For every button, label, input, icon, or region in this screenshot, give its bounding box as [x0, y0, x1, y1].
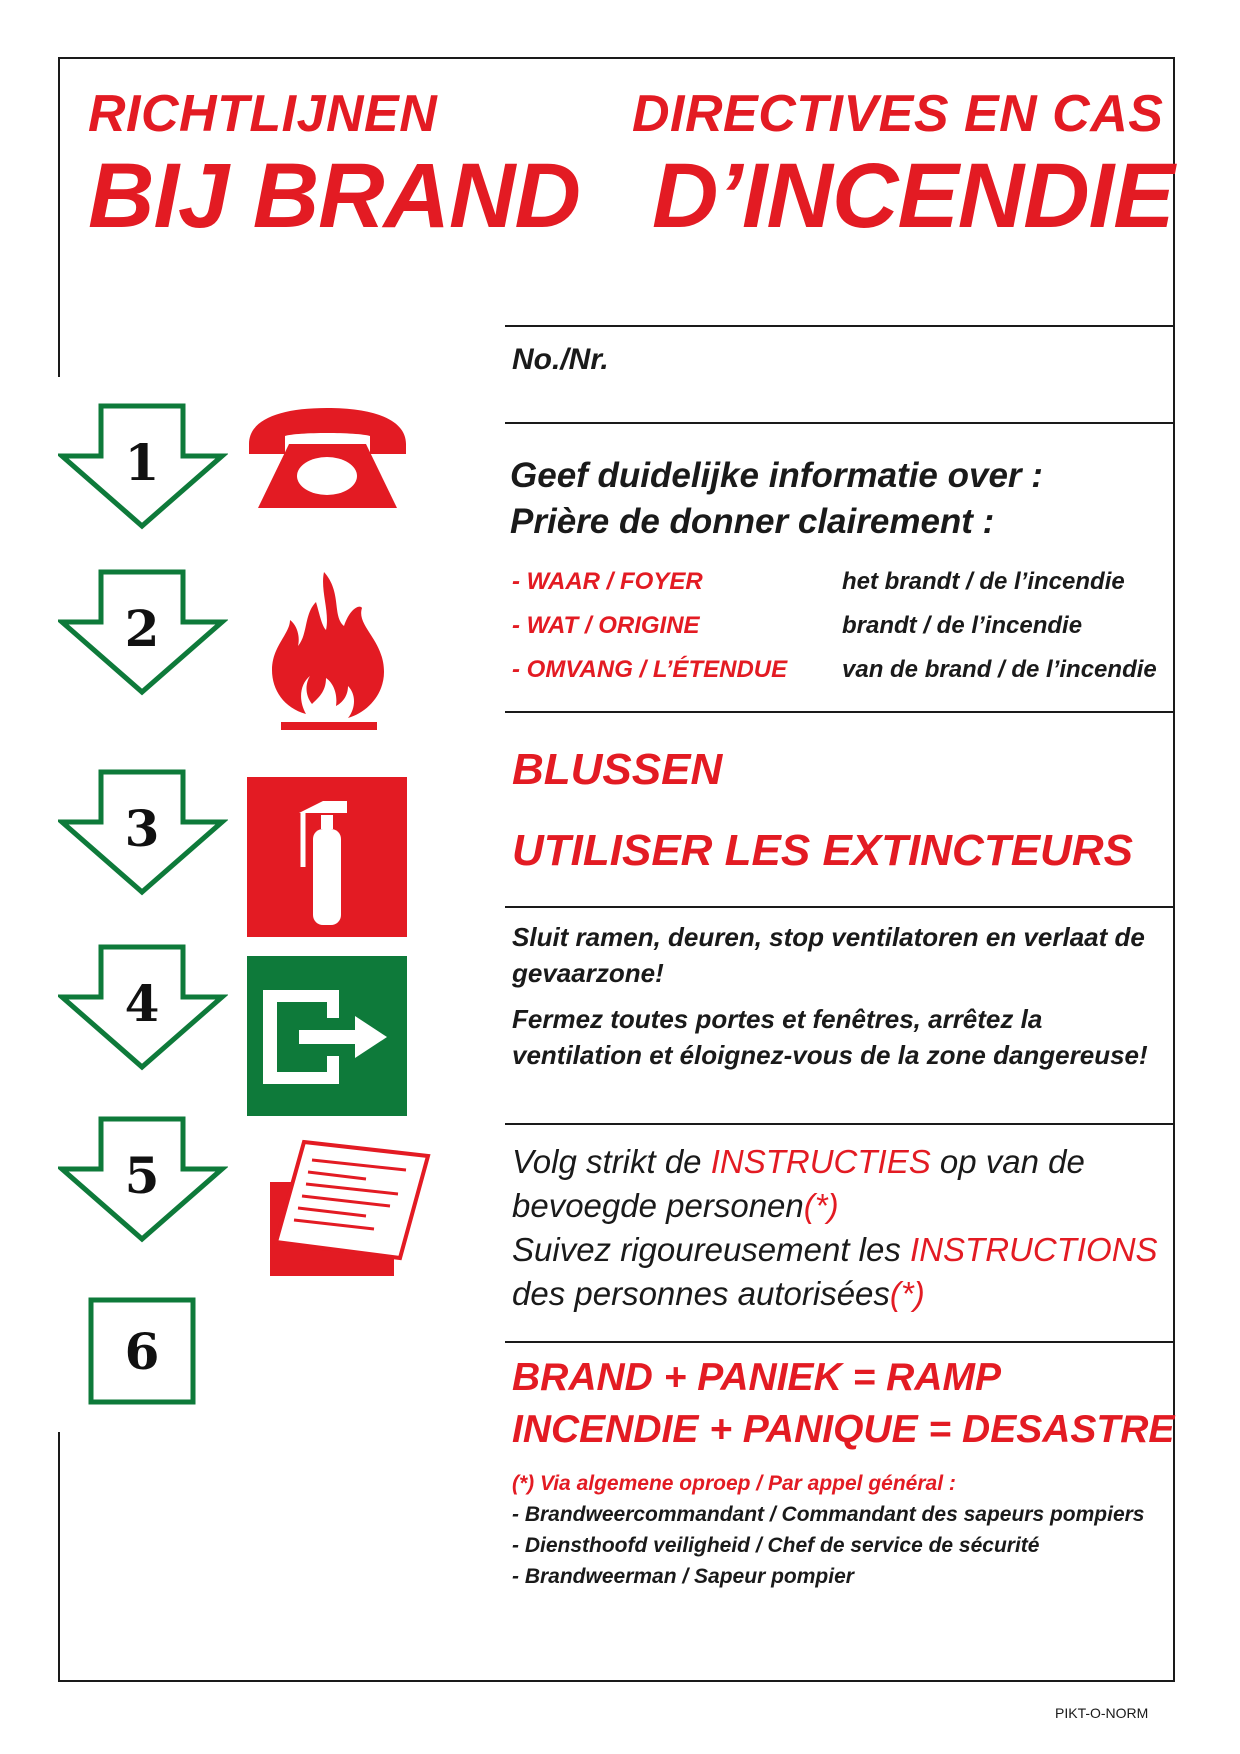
divider-2: [505, 422, 1175, 424]
fire-extinguisher-icon: [247, 777, 407, 937]
instructions-document-icon: [264, 1130, 434, 1280]
frame-top: [58, 57, 1175, 59]
step-arrow-1: [58, 402, 228, 532]
text-part: Volg strikt de: [512, 1143, 711, 1180]
evacuate-text-fr: Fermez toutes portes et fenêtres, arrêtez la ventilation et éloignez-vous de la zone dangereuse!: [512, 1004, 1148, 1070]
info-item-label: - WAAR / FOYER: [512, 568, 703, 595]
title-fr-line1: DIRECTIVES EN CAS: [632, 85, 1164, 143]
text-part: des personnes autorisées: [512, 1275, 890, 1312]
footnote-intro: (*) Via algemene oproep / Par appel général :: [512, 1472, 956, 1495]
step-arrow-5: [58, 1115, 228, 1245]
divider-6: [505, 1341, 1175, 1343]
title-nl-line2: BIJ BRAND: [88, 145, 580, 247]
evacuate-text-nl: Sluit ramen, deuren, stop ventilatoren en verlaat de gevaarzone!: [512, 922, 1145, 988]
divider-5: [505, 1123, 1175, 1125]
emergency-exit-icon: [247, 956, 407, 1116]
divider-4: [505, 906, 1175, 908]
follow-instructions-fr: [512, 1228, 1167, 1316]
telephone-icon: [245, 404, 410, 512]
extinguish-heading-fr: UTILISER LES EXTINCTEURS: [512, 826, 1133, 875]
footnote-item: - Brandweerman / Sapeur pompier: [512, 1565, 854, 1588]
instructions-highlight: INSTRUCTIES: [710, 1143, 931, 1180]
panic-warning-fr: INCENDIE + PANIQUE = DESASTRE: [512, 1408, 1175, 1451]
step-arrow-3: [58, 768, 228, 898]
step-number: 5: [124, 1146, 160, 1205]
info-item-detail: het brandt / de l’incendie: [842, 568, 1125, 595]
text-part: Suivez rigoureusement les: [512, 1231, 911, 1268]
title-nl-line1: RICHTLIJNEN: [88, 85, 438, 143]
footnote-mark: (*): [889, 1275, 925, 1312]
info-item-label: - WAT / ORIGINE: [512, 612, 700, 639]
frame-left-top: [58, 57, 60, 377]
footnote-mark: (*): [803, 1187, 839, 1224]
divider-3: [505, 711, 1175, 713]
frame-left-bottom: [58, 1432, 60, 1682]
step-number: 1: [124, 433, 160, 492]
info-item-detail: brandt / de l’incendie: [842, 612, 1083, 639]
brand-mark: PIKT-O-NORM: [1055, 1705, 1149, 1721]
step-number: 6: [124, 1322, 160, 1381]
info-item-detail: van de brand / de l’incendie: [842, 656, 1157, 683]
footnote-item: - Diensthoofd veiligheid / Chef de service de sécurité: [512, 1534, 1040, 1557]
divider-1: [505, 325, 1175, 327]
step-number: 3: [124, 799, 160, 858]
step-number: 4: [124, 974, 160, 1033]
text-part: op van de: [930, 1143, 1085, 1180]
frame-bottom: [58, 1680, 1175, 1682]
extinguish-heading-nl: BLUSSEN: [512, 745, 723, 794]
fire-icon: [264, 568, 394, 733]
panic-warning-nl: BRAND + PANIEK = RAMP: [512, 1356, 1002, 1399]
instructions-highlight: INSTRUCTIONS: [910, 1231, 1158, 1268]
step-arrow-4: [58, 943, 228, 1073]
step-box-6: [88, 1297, 198, 1407]
step-number: 2: [124, 599, 160, 658]
info-instruction-nl: Geef duidelijke informatie over :: [510, 456, 1043, 495]
info-instruction-fr: Prière de donner clairement :: [510, 502, 995, 541]
step-arrow-2: [58, 568, 228, 698]
title-fr-line2: D’INCENDIE: [652, 145, 1174, 247]
text-part: bevoegde personen: [512, 1187, 804, 1224]
info-item-label: - OMVANG / L’ÉTENDUE: [512, 656, 788, 683]
number-label: No./Nr.: [512, 343, 609, 376]
follow-instructions-nl: [512, 1140, 1167, 1228]
footnote-item: - Brandweercommandant / Commandant des sapeurs pompiers: [512, 1503, 1145, 1526]
